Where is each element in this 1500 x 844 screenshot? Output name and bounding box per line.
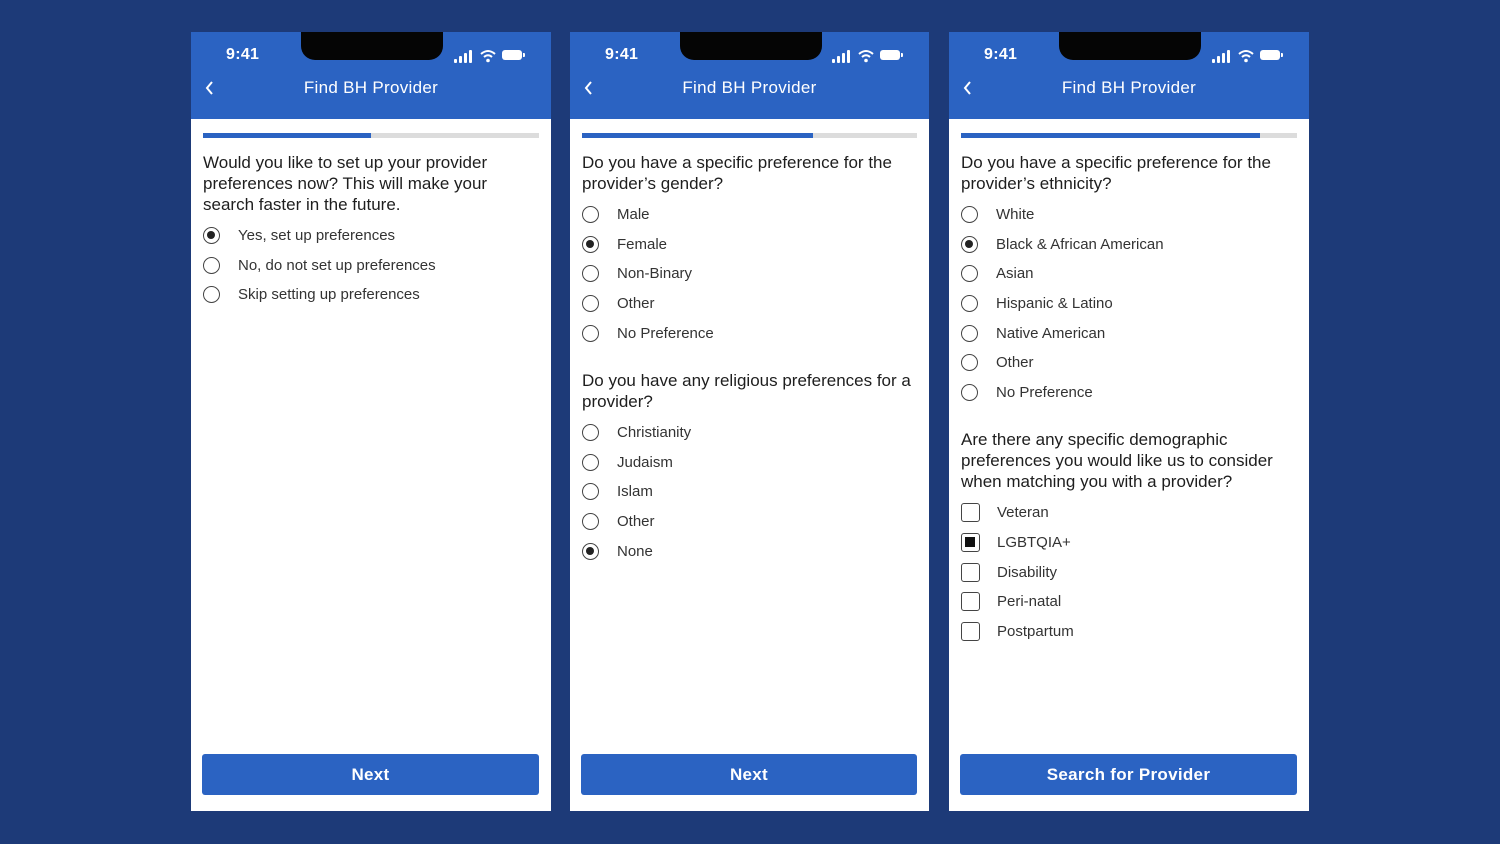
- next-button[interactable]: Next: [581, 754, 917, 795]
- option-label: Peri-natal: [997, 593, 1062, 611]
- radio-option[interactable]: [961, 378, 1297, 408]
- checkbox-option[interactable]: [961, 557, 1297, 587]
- status-icons: [1212, 49, 1284, 63]
- radio-option[interactable]: [961, 348, 1297, 378]
- radio-button[interactable]: [203, 286, 220, 303]
- signal-icon: [1212, 59, 1215, 63]
- radio-button[interactable]: [582, 513, 599, 530]
- option-label: Islam: [617, 483, 653, 501]
- option-label: Male: [617, 206, 650, 224]
- checkbox[interactable]: [961, 592, 980, 611]
- option-label: LGBTQIA+: [997, 534, 1071, 552]
- radio-button-selected[interactable]: [203, 227, 220, 244]
- gender-options: [582, 200, 917, 348]
- ethnicity-options: [961, 200, 1297, 407]
- status-time: 9:41: [605, 46, 639, 63]
- radio-option[interactable]: [582, 259, 917, 289]
- radio-button[interactable]: [582, 483, 599, 500]
- radio-button[interactable]: [961, 354, 978, 371]
- radio-option[interactable]: [961, 200, 1297, 230]
- radio-option[interactable]: [582, 230, 917, 260]
- radio-option[interactable]: [582, 507, 917, 537]
- option-label: White: [996, 206, 1035, 224]
- phone-notch: [680, 32, 822, 60]
- radio-option[interactable]: [582, 318, 917, 348]
- radio-button-selected[interactable]: [582, 236, 599, 253]
- next-button[interactable]: Next: [202, 754, 539, 795]
- checkbox[interactable]: [961, 622, 980, 641]
- radio-option[interactable]: [961, 318, 1297, 348]
- signal-icon: [832, 59, 835, 63]
- option-label: Disability: [997, 563, 1058, 581]
- progress-bar: [582, 133, 917, 138]
- radio-option[interactable]: [961, 259, 1297, 289]
- status-icons: [832, 49, 904, 63]
- app-header: [949, 32, 1309, 119]
- status-time: 9:41: [984, 46, 1018, 63]
- phone-notch: [1059, 32, 1201, 60]
- page-title: Find BH Provider: [1061, 78, 1197, 97]
- radio-button[interactable]: [961, 325, 978, 342]
- option-label: Black & African American: [996, 235, 1164, 253]
- checkbox-option[interactable]: [961, 617, 1297, 647]
- phone-screen-2: [570, 32, 929, 811]
- checkbox[interactable]: [961, 563, 980, 582]
- checkbox-checked[interactable]: [961, 533, 980, 552]
- progress-fill: [203, 133, 371, 138]
- question-demographics: Are there any specific demographic preferences you would like us to consider when matching you with a provider?: [961, 430, 1273, 492]
- option-label: Hispanic & Latino: [996, 295, 1113, 313]
- radio-button[interactable]: [582, 265, 599, 282]
- radio-button[interactable]: [203, 257, 220, 274]
- option-label: Other: [617, 295, 655, 313]
- option-label: Judaism: [617, 453, 673, 471]
- option-label: Christianity: [617, 424, 692, 442]
- radio-button-selected[interactable]: [961, 236, 978, 253]
- religion-options: [582, 418, 917, 566]
- status-time: 9:41: [226, 46, 260, 63]
- option-label: Yes, set up preferences: [238, 227, 396, 245]
- checkbox-option[interactable]: [961, 498, 1297, 528]
- demographic-options: [961, 498, 1297, 646]
- option-label: Veteran: [997, 504, 1049, 522]
- radio-button[interactable]: [582, 325, 599, 342]
- status-icons: [454, 49, 526, 63]
- signal-icon: [454, 59, 457, 63]
- radio-option[interactable]: [203, 280, 539, 310]
- question-form: [203, 152, 539, 310]
- radio-option[interactable]: [961, 289, 1297, 319]
- radio-button[interactable]: [582, 424, 599, 441]
- question-ethnicity: Do you have a specific preference for the provider’s ethnicity?: [961, 153, 1271, 193]
- question-religion: Do you have any religious preferences for a provider?: [582, 370, 911, 411]
- radio-option[interactable]: [203, 221, 539, 251]
- question-gender: Do you have a specific preference for the provider’s gender?: [582, 153, 892, 193]
- checkbox-option[interactable]: [961, 587, 1297, 617]
- radio-option[interactable]: [582, 448, 917, 478]
- option-label: Skip setting up preferences: [238, 286, 420, 304]
- option-label: None: [617, 542, 653, 560]
- phone-screen-1: [191, 32, 551, 811]
- radio-option[interactable]: [582, 289, 917, 319]
- radio-button[interactable]: [961, 384, 978, 401]
- option-label: No, do not set up preferences: [238, 256, 436, 274]
- radio-button[interactable]: [582, 454, 599, 471]
- option-label: Asian: [996, 265, 1034, 283]
- radio-button[interactable]: [582, 295, 599, 312]
- option-label: Other: [617, 513, 655, 531]
- radio-option[interactable]: [582, 536, 917, 566]
- phone-screen-3: [949, 32, 1309, 811]
- phone-notch: [301, 32, 443, 60]
- option-label: Native American: [996, 324, 1106, 342]
- progress-fill: [582, 133, 813, 138]
- app-header: [570, 32, 929, 119]
- checkbox-option[interactable]: [961, 528, 1297, 558]
- progress-bar: [203, 133, 539, 138]
- radio-button[interactable]: [961, 206, 978, 223]
- wifi-icon: [480, 49, 496, 63]
- radio-button[interactable]: [961, 265, 978, 282]
- setup-options: [203, 221, 539, 310]
- progress-fill: [961, 133, 1260, 138]
- wifi-icon: [858, 49, 874, 63]
- radio-option[interactable]: [582, 477, 917, 507]
- battery-icon: [880, 50, 900, 60]
- question-form: [582, 152, 917, 566]
- option-label: Female: [617, 235, 668, 253]
- progress-bar: [961, 133, 1297, 138]
- app-header: [191, 32, 551, 119]
- radio-button[interactable]: [582, 206, 599, 223]
- radio-option[interactable]: [203, 251, 539, 281]
- question-form: [961, 152, 1297, 646]
- checkbox[interactable]: [961, 503, 980, 522]
- option-label: Non-Binary: [617, 265, 693, 283]
- radio-button-selected[interactable]: [582, 543, 599, 560]
- wifi-icon: [1238, 49, 1254, 63]
- battery-icon: [1260, 50, 1280, 60]
- radio-option[interactable]: [582, 200, 917, 230]
- battery-icon: [502, 50, 522, 60]
- option-label: No Preference: [996, 383, 1093, 401]
- option-label: No Preference: [617, 324, 714, 342]
- radio-option[interactable]: [961, 230, 1297, 260]
- radio-button[interactable]: [961, 295, 978, 312]
- option-label: Postpartum: [997, 622, 1074, 640]
- question-setup-preferences: Would you like to set up your provider preferences now? This will make your search faster in the future.: [203, 153, 488, 214]
- page-title: Find BH Provider: [682, 78, 817, 97]
- page-title: Find BH Provider: [303, 78, 439, 97]
- radio-option[interactable]: [582, 418, 917, 448]
- search-for-provider-button[interactable]: Search for Provider: [960, 754, 1297, 795]
- option-label: Other: [996, 354, 1034, 372]
